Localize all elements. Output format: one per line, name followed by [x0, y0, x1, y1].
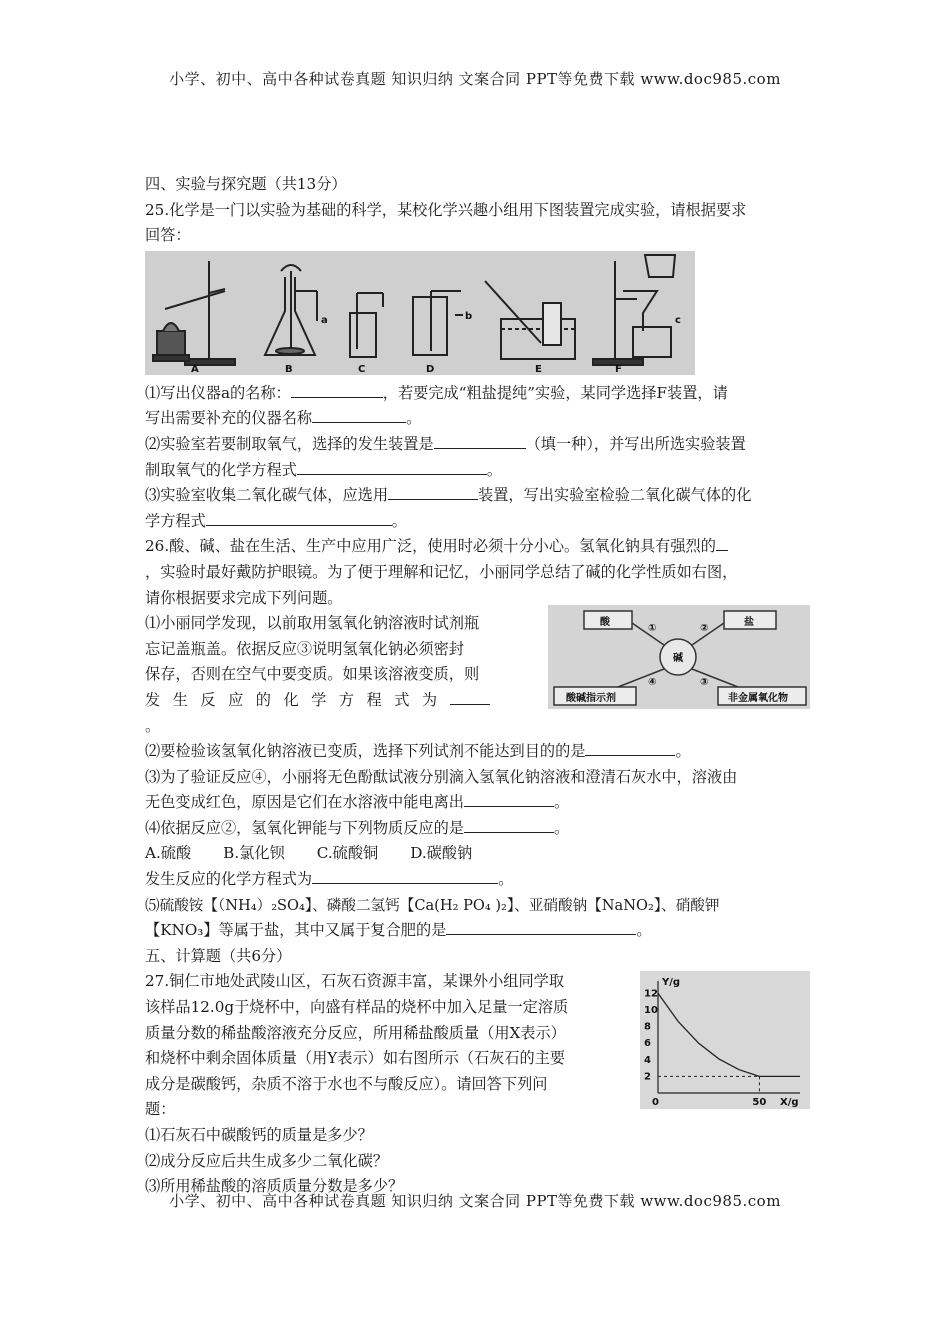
- chart-x-label: X/g: [780, 1097, 799, 1109]
- answer-blank[interactable]: [388, 483, 478, 500]
- q27-sub1: ⑴石灰石中碳酸钙的质量是多少？: [145, 1126, 373, 1144]
- chart-y-tick-label: 8: [644, 1021, 651, 1033]
- q26-part2: ⑵要检验该氢氧化钠溶液已变质，选择下列试剂不能达到目的的是 。: [145, 739, 810, 765]
- solid-mass-chart: [640, 971, 810, 1109]
- diagram-node-oxide: 非金属氧化物: [728, 693, 788, 705]
- q25-part2-line1: ⑵实验室若要制取氧气，选择的发生装置是 （填一种），并写出所选实验装置: [145, 432, 810, 458]
- q26-part1-line2: 忘记盖瓶盖。依据反应③说明氢氧化钠必须密封: [145, 639, 464, 658]
- apparatus-c-icon: [350, 293, 383, 357]
- apparatus-label-c: C: [358, 363, 366, 375]
- option-a[interactable]: A.硫酸: [145, 844, 192, 863]
- diagram-number-1: ①: [648, 623, 657, 635]
- chart-y-tick-label: 12: [644, 988, 658, 1000]
- q25-part3-line2: 学方程式 。: [145, 509, 810, 535]
- option-c[interactable]: C.硫酸铜: [316, 844, 379, 863]
- instrument-mark-a: a: [321, 314, 328, 326]
- q25-stem-line1: 25.化学是一门以实验为基础的科学，某校化学兴趣小组用下图装置完成实验，请根据要求: [145, 200, 747, 219]
- q25-part3-line1: ⑶实验室收集二氧化碳气体，应选用 装置，写出实验室检验二氧化碳气体的化: [145, 483, 810, 509]
- answer-blank[interactable]: [312, 406, 406, 423]
- option-b[interactable]: B.氯化钡: [223, 844, 285, 863]
- q27-line1: 27.铜仁市地处武陵山区，石灰石资源丰富，某课外小组同学取: [145, 972, 565, 991]
- diagram-node-salt: 盐: [744, 617, 754, 629]
- answer-blank[interactable]: [206, 509, 392, 526]
- q26-part5-line1: ⑸硫酸铵【（NH₄）₂SO₄】、磷酸二氢钙【Ca(H₂ PO₄ )₂】、亚硝酸钠【NaNO₂】、硝酸钾: [145, 896, 720, 914]
- apparatus-label-f: F: [615, 363, 622, 375]
- apparatus-figure: [145, 251, 695, 375]
- q26-part1-line5: 。: [145, 716, 161, 735]
- chart-x-tick-label: 50: [752, 1097, 767, 1109]
- chart-y-tick-label: 2: [644, 1071, 651, 1083]
- chart-origin-label: 0: [652, 1097, 659, 1109]
- chart-y-tick-label: 6: [644, 1038, 651, 1050]
- apparatus-label-e: E: [535, 363, 542, 375]
- q27-line6: 题：: [145, 1100, 176, 1119]
- q27-line5: 成分是碳酸钙，杂质不溶于水也不与酸反应）。请回答下列问: [145, 1074, 548, 1093]
- answer-blank[interactable]: [291, 381, 383, 398]
- q27-line3: 质量分数的稀盐酸溶液充分反应，所用稀盐酸质量（用X表示）: [145, 1023, 566, 1042]
- answer-blank[interactable]: [585, 739, 675, 756]
- q26-stem-line1: 26.酸、碱、盐在生活、生产中应用广泛，使用时必须十分小心。氢氧化钠具有强烈的: [145, 534, 810, 560]
- apparatus-label-a: A: [191, 363, 199, 375]
- apparatus-b-icon: [265, 265, 317, 355]
- q25-part1-line2: 写出需要补充的仪器名称 。: [145, 406, 810, 432]
- answer-blank[interactable]: [464, 816, 554, 833]
- q26-part1-line1: ⑴小丽同学发现，以前取用氢氧化钠溶液时试剂瓶: [145, 614, 480, 633]
- q25-part1-line1: ⑴写出仪器a的名称： ，若要完成“粗盐提纯”实验，某同学选择F装置，请: [145, 381, 810, 407]
- q26-part4-equation: 发生反应的化学方程式为 。: [145, 867, 810, 893]
- q26-part1-line4: 发生反应的化学方程式为: [145, 688, 810, 714]
- q25-stem-line2: 回答：: [145, 226, 191, 245]
- apparatus-a-icon: [153, 261, 235, 365]
- instrument-mark-b: b: [465, 310, 473, 322]
- answer-blank[interactable]: [297, 458, 487, 475]
- chart-series-line: [658, 994, 800, 1077]
- section-title-4: 四、实验与探究题（共13分）: [145, 175, 347, 193]
- diagram-node-base: 碱: [673, 653, 683, 665]
- answer-blank[interactable]: [716, 534, 728, 551]
- chart-y-label: Y/g: [662, 977, 681, 989]
- page-header: 小学、初中、高中各种试卷真题 知识归纳 文案合同 PPT等免费下载 www.doc985.com: [169, 70, 781, 88]
- apparatus-label-d: D: [426, 363, 435, 375]
- apparatus-f-icon: [593, 255, 675, 365]
- answer-blank[interactable]: [312, 867, 498, 884]
- q26-stem-line2: ，实验时最好戴防护眼镜。为了便于理解和记忆，小丽同学总结了碱的化学性质如右图，: [145, 562, 738, 581]
- q26-options: [145, 841, 810, 867]
- q26-stem-line3: 请你根据要求完成下列问题。: [145, 588, 343, 607]
- q25-part2-line2: 制取氧气的化学方程式 。: [145, 458, 810, 484]
- instrument-mark-c: c: [675, 314, 681, 326]
- q27-line4: 和烧杯中剩余固体质量（用Y表示）如右图所示（石灰石的主要: [145, 1049, 566, 1068]
- apparatus-d-icon: [413, 291, 463, 355]
- q26-part3-line1: ⑶为了验证反应④，小丽将无色酚酞试液分别滴入氢氧化钠溶液和澄清石灰水中，溶液由: [145, 767, 738, 786]
- q27-sub3: ⑶所用稀盐酸的溶质质量分数是多少？: [145, 1177, 404, 1196]
- section-title-5: 五、计算题（共6分）: [145, 946, 292, 965]
- q26-part5-line2: 【KNO₃】等属于盐，其中又属于复合肥的是 。: [145, 918, 810, 944]
- base-properties-diagram: [548, 605, 810, 709]
- diagram-number-4: ④: [648, 677, 657, 689]
- q26-part1-line3: 保存，否则在空气中要变质。如果该溶液变质，则: [145, 665, 480, 684]
- apparatus-label-b: B: [285, 363, 293, 375]
- q27-sub2: ⑵成分反应后共生成多少二氧化碳？: [145, 1151, 388, 1170]
- diagram-number-2: ②: [700, 623, 709, 635]
- answer-blank[interactable]: [446, 918, 636, 935]
- page-footer: 小学、初中、高中各种试卷真题 知识归纳 文案合同 PPT等免费下载 www.doc985.com: [169, 1192, 781, 1210]
- chart-y-tick-label: 10: [644, 1005, 658, 1017]
- diagram-node-indicator: 酸碱指示剂: [566, 693, 616, 705]
- q26-part3-line2: 无色变成红色，原因是它们在水溶液中能电离出 。: [145, 790, 810, 816]
- answer-blank[interactable]: [450, 688, 490, 705]
- answer-blank[interactable]: [434, 432, 526, 449]
- document-body: [145, 172, 810, 1200]
- q27-line2: 该样品12.0g于烧杯中，向盛有样品的烧杯中加入足量一定溶质: [145, 998, 569, 1017]
- diagram-number-3: ③: [700, 677, 709, 689]
- diagram-node-acid: 酸: [600, 617, 610, 629]
- q26-part4: ⑷依据反应②，氢氧化钾能与下列物质反应的是 。: [145, 816, 810, 842]
- option-d[interactable]: D.碳酸钠: [410, 844, 473, 863]
- chart-y-tick-label: 4: [644, 1055, 651, 1067]
- answer-blank[interactable]: [464, 790, 554, 807]
- apparatus-e-icon: [485, 281, 575, 359]
